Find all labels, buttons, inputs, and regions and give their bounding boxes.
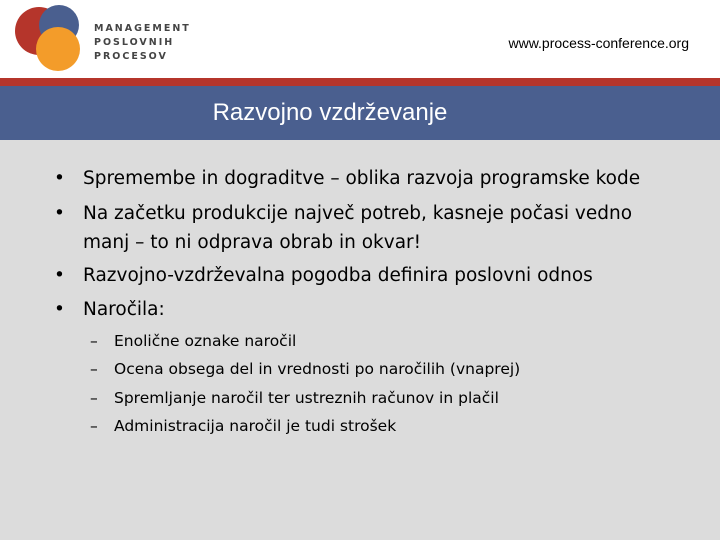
sub-mark: –	[90, 389, 98, 407]
sub-text: Ocena obsega del in vrednosti po naročilih (vnaprej)	[114, 360, 521, 378]
logo-line-2: POSLOVNIH	[94, 37, 175, 48]
bullet-mark: •	[54, 203, 65, 224]
conference-url[interactable]: www.process-conference.org	[508, 35, 689, 51]
logo-text	[94, 22, 191, 64]
title-bar	[0, 86, 720, 140]
sub-mark: –	[90, 332, 98, 350]
accent-line	[0, 78, 720, 86]
sub-text: Administracija naročil je tudi strošek	[114, 417, 397, 435]
sub-text: Spremljanje naročil ter ustreznih računov in plačil	[114, 389, 499, 407]
logo-line-1: MANAGEMENT	[94, 23, 191, 34]
sub-mark: –	[90, 360, 98, 378]
slide-title: Razvojno vzdrževanje	[212, 99, 448, 126]
header	[0, 0, 720, 78]
sub-mark: –	[90, 417, 98, 435]
bullet-text: Spremembe in dograditve – oblika razvoja programske kode	[83, 168, 641, 189]
bullet-mark: •	[54, 168, 65, 189]
bullet-mark: •	[54, 299, 65, 320]
bullet-mark: •	[54, 265, 65, 286]
bullet-text: Na začetku produkcije največ potreb, kasneje počasi vedno manj – to ni odprava obrab in okvar!	[83, 203, 633, 253]
logo-line-3: PROCESOV	[94, 51, 168, 62]
bullet-text: Razvojno-vzdrževalna pogodba definira poslovni odnos	[83, 265, 593, 286]
sub-text: Enolične oznake naročil	[114, 332, 297, 350]
logo-icon	[14, 3, 84, 71]
bullet-text: Naročila:	[83, 299, 165, 320]
